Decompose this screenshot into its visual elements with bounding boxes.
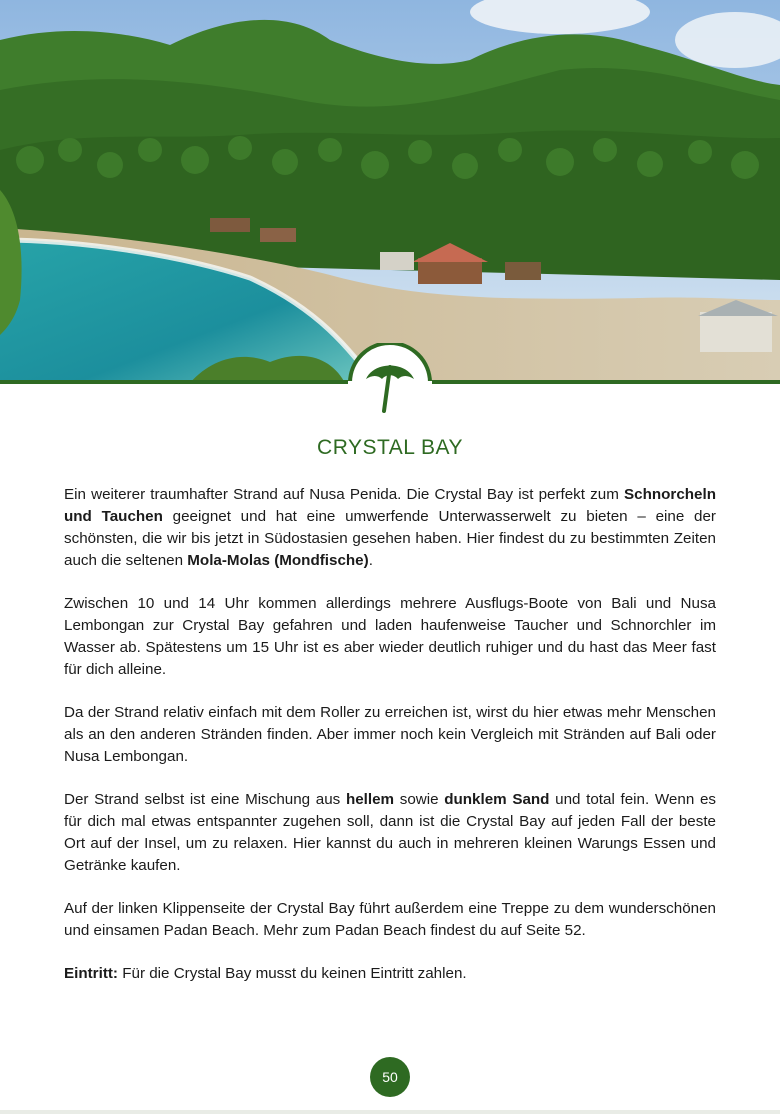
text-run: Für die Crystal Bay musst du keinen Eintritt zahlen. [118,965,467,982]
paragraph [64,702,716,768]
text-run: geeignet und hat eine umwerfende Unterwasserwelt zu bieten – eine der schönsten, die wir bis jetzt in Südostasien gesehen haben. Hier findest du zu bestimmten Zeiten auch die seltenen [64,508,716,569]
bold-text: hellem [345,791,395,808]
paragraph [64,484,716,572]
text-run: Der Strand selbst ist eine Mischung aus [64,791,346,808]
paragraph [64,898,716,942]
article-body [64,484,716,1006]
text-run: sowie [394,791,445,808]
paragraph [64,593,716,681]
text-run: . [368,552,373,569]
bold-text: Eintritt: [64,965,118,982]
page-number: 50 [370,1057,410,1097]
text-run: Ein weiterer traumhafter Strand auf Nusa Penida. Die Crystal Bay ist perfekt zum [64,486,624,503]
text-run: und total fein. Wenn es für dich mal etwas entspannter zugehen soll, dann ist die Crystal Bay auf jeden Fall der beste Ort auf der Insel, um zu relaxen. Hier kannst du auch in mehreren kleinen Warungs Essen und Getränke kaufen. [64,791,716,874]
page-title: CRYSTAL BAY [317,436,463,459]
paragraph [64,789,716,877]
text-run: Auf der linken Klippenseite der Crystal Bay führt außerdem eine Treppe zu dem wunderschönen und einsamen Padan Beach. Mehr zum Padan Beach findest du auf Seite 52. [64,900,716,939]
text-run: Da der Strand relativ einfach mit dem Roller zu erreichen ist, wirst du hier etwas mehr Menschen als an den anderen Stränden finden. Aber immer noch kein Vergleich mit Stränden auf Bali oder Nusa Lembongan. [64,704,716,765]
text-run: Zwischen 10 und 14 Uhr kommen allerdings mehrere Ausflugs-Boote von Bali und Nusa Lembongan zur Crystal Bay gefahren und laden haufenweise Taucher und Schnorchler im Wasser ab. Spätestens um 15 Uhr ist es aber wieder deutlich ruhiger und du hast das Meer fast für dich alleine. [64,595,716,678]
bold-text: dunklem Sand [444,791,550,808]
paragraph [64,963,716,985]
umbrella-badge [348,343,432,427]
footer-line [0,1110,780,1114]
bold-text: Mola-Molas (Mondfische) [187,552,369,569]
hero-photo [0,0,780,383]
bold-text: Schnorcheln und Tauchen [64,486,716,525]
